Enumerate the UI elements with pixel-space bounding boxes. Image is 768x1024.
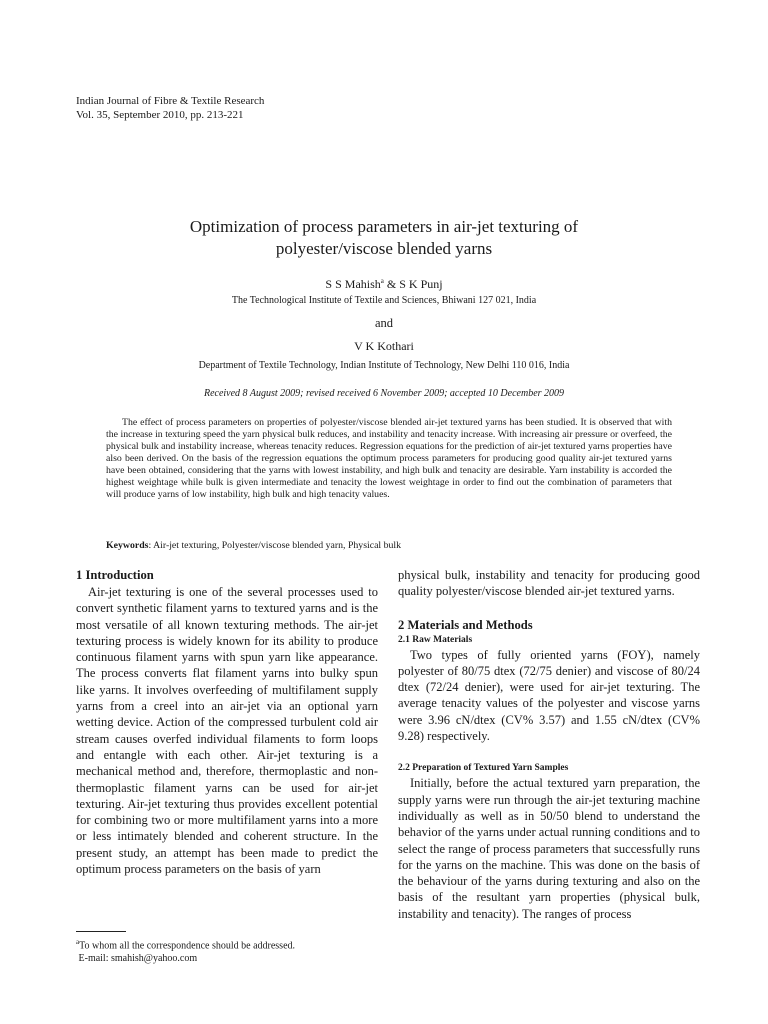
author-conjunction: and bbox=[374, 316, 394, 330]
keywords bbox=[106, 540, 401, 551]
journal-name: Indian Journal of Fibre & Textile Research bbox=[76, 95, 265, 107]
intro-heading: 1 Introduction bbox=[76, 568, 154, 582]
right-column bbox=[398, 567, 700, 922]
footnote-mark: a bbox=[76, 938, 80, 946]
affiliation-2: Department of Textile Technology, Indian Institute of Technology, New Delhi 110 016, India bbox=[198, 360, 570, 371]
raw-materials-paragraph: Two types of fully oriented yarns (FOY), namely polyester of 80/75 dtex (72/75 denier) and viscose of 80/24 dtex (72/24 denier), were used for air-jet texturing. The average tenacity values of the polyester and viscose yarns were 3.96 cN/dtex (CV% 3.57) and 1.55 cN/dtex (CV% 9.28) respectively. bbox=[398, 647, 700, 744]
author-names: S S Mahish bbox=[325, 277, 381, 291]
preparation-paragraph: Initially, before the actual textured yarn preparation, the supply yarns were run through the air-jet texturing machine individually as well as in 50/50 blend to understand the behavior of the yarns under actual running conditions and to select the range of process parameters that successfully runs for the yarns on the machine. This was done on the basis of the behaviour of the yarns during texturing and also on the basis of the resultant yarn properties (physical bulk, instability and tenacity). The ranges of process bbox=[398, 776, 700, 921]
journal-issue: Vol. 35, September 2010, pp. 213-221 bbox=[76, 109, 244, 121]
keywords-text: : Air-jet texturing, Polyester/viscose blended yarn, Physical bulk bbox=[148, 540, 402, 551]
author-footnote-mark: a bbox=[380, 277, 384, 285]
title-line-1: Optimization of process parameters in air-jet texturing of bbox=[189, 217, 579, 236]
raw-materials-heading: 2.1 Raw Materials bbox=[398, 634, 473, 645]
journal-header bbox=[76, 94, 264, 122]
title-line-2: polyester/viscose blended yarns bbox=[275, 239, 493, 258]
footnote bbox=[76, 936, 295, 965]
received-dates: Received 8 August 2009; revised received 6 November 2009; accepted 10 December 2009 bbox=[203, 388, 565, 399]
author-2: V K Kothari bbox=[354, 339, 414, 353]
author-list bbox=[0, 277, 768, 292]
intro-continuation: physical bulk, instability and tenacity for producing good quality polyester/viscose blended air-jet textured yarns. bbox=[398, 568, 700, 599]
left-column bbox=[76, 567, 378, 877]
keywords-label: Keywords bbox=[106, 540, 149, 551]
intro-paragraph: Air-jet texturing is one of the several processes used to convert synthetic filament yarns to textured yarns and is the most versatile of all known texturing methods. The air-jet texturing process is widely known for its ability to produce continuous filament yarns with spun yarn like appearance. The process converts flat filament yarns into bulky spun like yarns. It involves overfeeding of multifilament supply yarns from a creel into an air-jet via an optional yarn wetting device. Action of the compressed turbulent cold air stream causes overfed individual filaments to form loops and entangle with each other. Air-jet texturing is a mechanical method and, therefore, thermoplastic and non-thermoplastic filament yarns can be used for air-jet texturing. Air-jet texturing thus provides excellent potential for combining two or more multifilament yarns into a more or less intimately blended and coherent structure. In the present study, an attempt has been made to predict the optimum process parameters on the basis of yarn bbox=[76, 585, 378, 877]
methods-heading: 2 Materials and Methods bbox=[398, 617, 533, 632]
abstract: The effect of process parameters on properties of polyester/viscose blended air-jet textured yarns has been studied. It is observed that with the increase in texturing speed the yarn physical bulk reduces, and instability and tenacity increase. With increasing air pressure or overfeed, the physical bulk and instability increase, whereas tenacity reduces. Regression equations for the prediction of air-jet textured yarns properties have also been derived. On the basis of the regression equations the optimum process parameters for producing good quality air-jet textured yarns have been obtained, considering that the yarns with lowest instability, and high bulk and tenacity are desirable. Yarn instability is accorded the highest weightage while bulk is given intermediate and tenacity the lowest weightage in order to find out the combination of parameters that will produce yarns of low instability, high bulk and high tenacity values. bbox=[106, 417, 672, 500]
affiliation-1: The Technological Institute of Textile and Sciences, Bhiwani 127 021, India bbox=[231, 295, 537, 306]
footnote-divider bbox=[76, 931, 126, 932]
footnote-email: E-mail: smahish@yahoo.com bbox=[78, 953, 198, 965]
paper-title bbox=[60, 216, 708, 260]
author-names-rest: & S K Punj bbox=[383, 277, 443, 291]
preparation-heading: 2.2 Preparation of Textured Yarn Samples bbox=[398, 763, 569, 774]
footnote-line-1: To whom all the correspondence should be addressed. bbox=[79, 940, 296, 952]
